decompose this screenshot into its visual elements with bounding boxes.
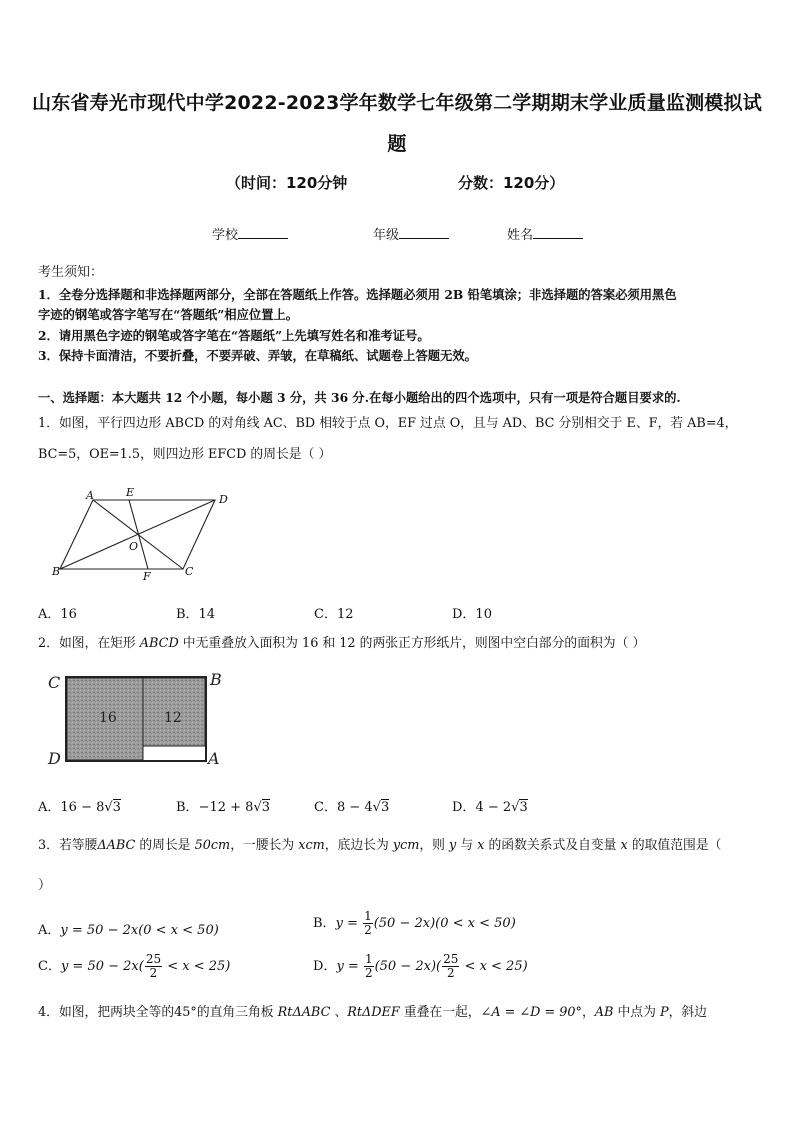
q3-t4: ，底边长为 [324,838,393,853]
time-label: （时间：120分钟 [226,174,348,192]
grade-blank[interactable] [399,226,449,239]
q2-option-d[interactable] [452,796,528,815]
q3-option-b-pre: y = [335,916,363,931]
q3-option-d-mid: (50 − 2x)( [374,959,442,974]
score-label: 分数：120分） [458,174,565,192]
q1-option-a[interactable]: A．16 [38,607,77,622]
frac-num: 25 [145,952,162,966]
school-blank[interactable] [238,226,288,239]
q2-n2: 12 [339,636,356,651]
q3-option-d-fraction [364,953,374,980]
q3-t8: 的取值范围是（ [627,838,722,853]
q4-t6: 中点为 [613,1005,660,1020]
q3-option-c-fraction [145,953,162,980]
q4-t5: ， [581,1005,595,1020]
q3-option-c-post: < x < 25) [163,959,231,974]
q1-option-d[interactable]: D．10 [452,607,492,622]
q3-perimeter: 50cm [194,838,231,853]
sqrt-icon: √ [511,800,520,815]
q3-xvar-2: x [620,838,628,853]
school-label: 学校 [212,228,239,243]
q2-option-d-value: 4 − 2 [475,800,512,815]
q4-stem [38,1003,707,1023]
label-e: E [126,486,135,499]
q1-option-b[interactable]: B．14 [176,607,216,622]
q4-p: P [659,1005,669,1020]
label-a: A [86,489,94,502]
q3-t7: 的函数关系式及自变量 [484,838,621,853]
label-c: C [185,565,194,578]
q2-and: 和 [318,636,340,651]
q2-option-d-label: D． [452,800,476,815]
q3-option-a-expr: y = 50 − 2x(0 < x < 50) [60,923,219,938]
q3-option-d-pre: y = [336,959,363,974]
q2-rectangle-figure [42,668,232,770]
q2-stem [38,634,645,654]
q2-post: 的两张正方形纸片，则图中空白部分的面积为（ ） [355,636,646,651]
q2-option-a[interactable] [38,796,121,815]
title-line-1: 山东省寿光市现代中学2022-2023学年数学七年级第二学期期末学业质量监测模拟试 [32,92,762,114]
label-o: O [129,540,139,553]
diagonal-bd [60,500,215,569]
q3-base: ycm [392,838,420,853]
section-1-heading: 一、选择题：本大题共 12 个小题，每小题 3 分，共 36 分.在每小题给出的四个选项中，只有一项是符合题目要求的. [38,390,681,405]
q4-degree: 45° [174,1005,197,1020]
q2-option-b-radicand: 3 [261,800,271,815]
title-line-2: 题 [387,133,407,155]
q2-mid: 中无重叠放入面积为 [178,636,303,651]
notice-heading: 考生须知： [38,265,104,280]
name-label: 姓名 [507,228,534,243]
frac-den: 2 [364,923,372,937]
frac-num: 1 [364,952,373,966]
q3-option-c-pre: y = 50 − 2x( [60,959,144,974]
q2-var: ABCD [139,636,179,651]
sqrt-icon: √ [253,800,262,815]
q2-option-c[interactable] [314,796,389,815]
q3-option-a[interactable] [38,919,219,938]
label-d: D [48,749,61,768]
q3-triangle: ΔABC [97,838,136,853]
frac-num: 25 [443,952,459,966]
q3-t5: ，则 [419,838,450,853]
q3-t2: 的周长是 [135,838,195,853]
q3-option-b-post: (50 − 2x)(0 < x < 50) [373,916,516,931]
q3-option-d[interactable] [313,953,528,980]
sqrt-icon: √ [372,800,381,815]
q3-option-c[interactable] [38,953,230,980]
q3-option-d-fraction-2 [442,953,459,980]
q4-t1: 4．如图，把两块全等的 [38,1005,175,1020]
frac-den: 2 [364,966,373,980]
notice-item-1b: 字迹的钢笔或答字笔写在“答题纸”相应位置上。 [38,307,299,322]
label-b: B [210,670,222,689]
q3-option-d-label: D． [313,959,337,974]
q3-option-b[interactable] [313,910,516,937]
q3-t1: 3．若等腰 [38,838,98,853]
frac-num: 1 [364,909,372,923]
q4-triangle-abc: RtΔABC [277,1005,331,1020]
q3-yvar: y [449,838,457,853]
label-c: C [48,673,61,692]
q2-option-b[interactable] [176,796,270,815]
q4-ab: AB [594,1005,614,1020]
label-b: B [52,565,61,578]
q1-line-1: 1．如图，平行四边形 ABCD 的对角线 AC、BD 相较于点 O，EF 过点 O，且与 AD、BC 分别相交于 E、F，若 AB=4， [38,416,738,431]
q4-t2: 的直角三角板 [196,1005,278,1020]
q4-angle: ∠A = ∠D = 90° [480,1005,582,1020]
q3-t3: ，一腰长为 [230,838,299,853]
label-a: A [208,749,220,768]
q2-option-d-radicand: 3 [519,800,528,815]
frac-den: 2 [446,966,455,980]
q3-option-b-label: B． [313,916,336,931]
q3-xvar: x [477,838,485,853]
square-12-label: 12 [164,710,182,726]
school-field[interactable] [212,224,288,243]
q1-option-c[interactable]: C．12 [314,607,354,622]
q3-leg: xcm [298,838,325,853]
grade-field[interactable] [373,224,449,243]
name-blank[interactable] [533,226,583,239]
sqrt-icon: √ [104,800,113,815]
q2-pre: 2．如图，在矩形 [38,636,140,651]
q2-n1: 16 [302,636,319,651]
notice-item-2: 2．请用黑色字迹的钢笔或答字笔在“答题纸”上先填写姓名和准考证号。 [38,328,430,343]
q2-option-c-value: 8 − 4 [336,800,373,815]
q2-option-c-radicand: 3 [380,800,390,815]
q1-line-2: BC=5，OE=1.5，则四边形 EFCD 的周长是（ ） [38,447,332,462]
name-field[interactable] [507,224,583,243]
q3-stem [38,836,721,856]
q3-option-c-label: C． [38,959,61,974]
notice-item-3: 3．保持卡面清洁，不要折叠，不要弄破、弄皱，在草稿纸、试题卷上答题无效。 [38,348,477,363]
grade-label: 年级 [373,228,400,243]
q2-option-a-radicand: 3 [112,800,121,815]
q2-option-a-label: A． [38,800,61,815]
label-d: D [219,493,228,506]
frac-den: 2 [149,966,158,980]
notice-item-1a: 1．全卷分选择题和非选择题两部分，全部在答题纸上作答。选择题必须用 2B 铅笔填涂；非选择题的答案必须用黑色 [38,287,677,302]
q2-option-a-value: 16 − 8 [60,800,105,815]
q2-option-c-label: C． [314,800,337,815]
label-f: F [143,570,151,583]
square-16-label: 16 [99,710,117,726]
q3-option-a-label: A． [38,923,61,938]
q3-line-2: ） [38,878,52,893]
q4-t4: 重叠在一起， [399,1005,481,1020]
q4-t3: 、 [330,1005,348,1020]
q3-option-b-fraction [363,910,373,937]
q3-option-d-post: < x < 25) [460,959,528,974]
q2-option-b-label: B． [176,800,199,815]
q2-option-b-value: −12 + 8 [198,800,254,815]
segment-ef [129,500,148,569]
q1-parallelogram-figure [48,485,238,585]
q4-triangle-def: RtΔDEF [347,1005,400,1020]
q4-t7: ，斜边 [668,1005,707,1020]
q3-t6: 与 [456,838,478,853]
